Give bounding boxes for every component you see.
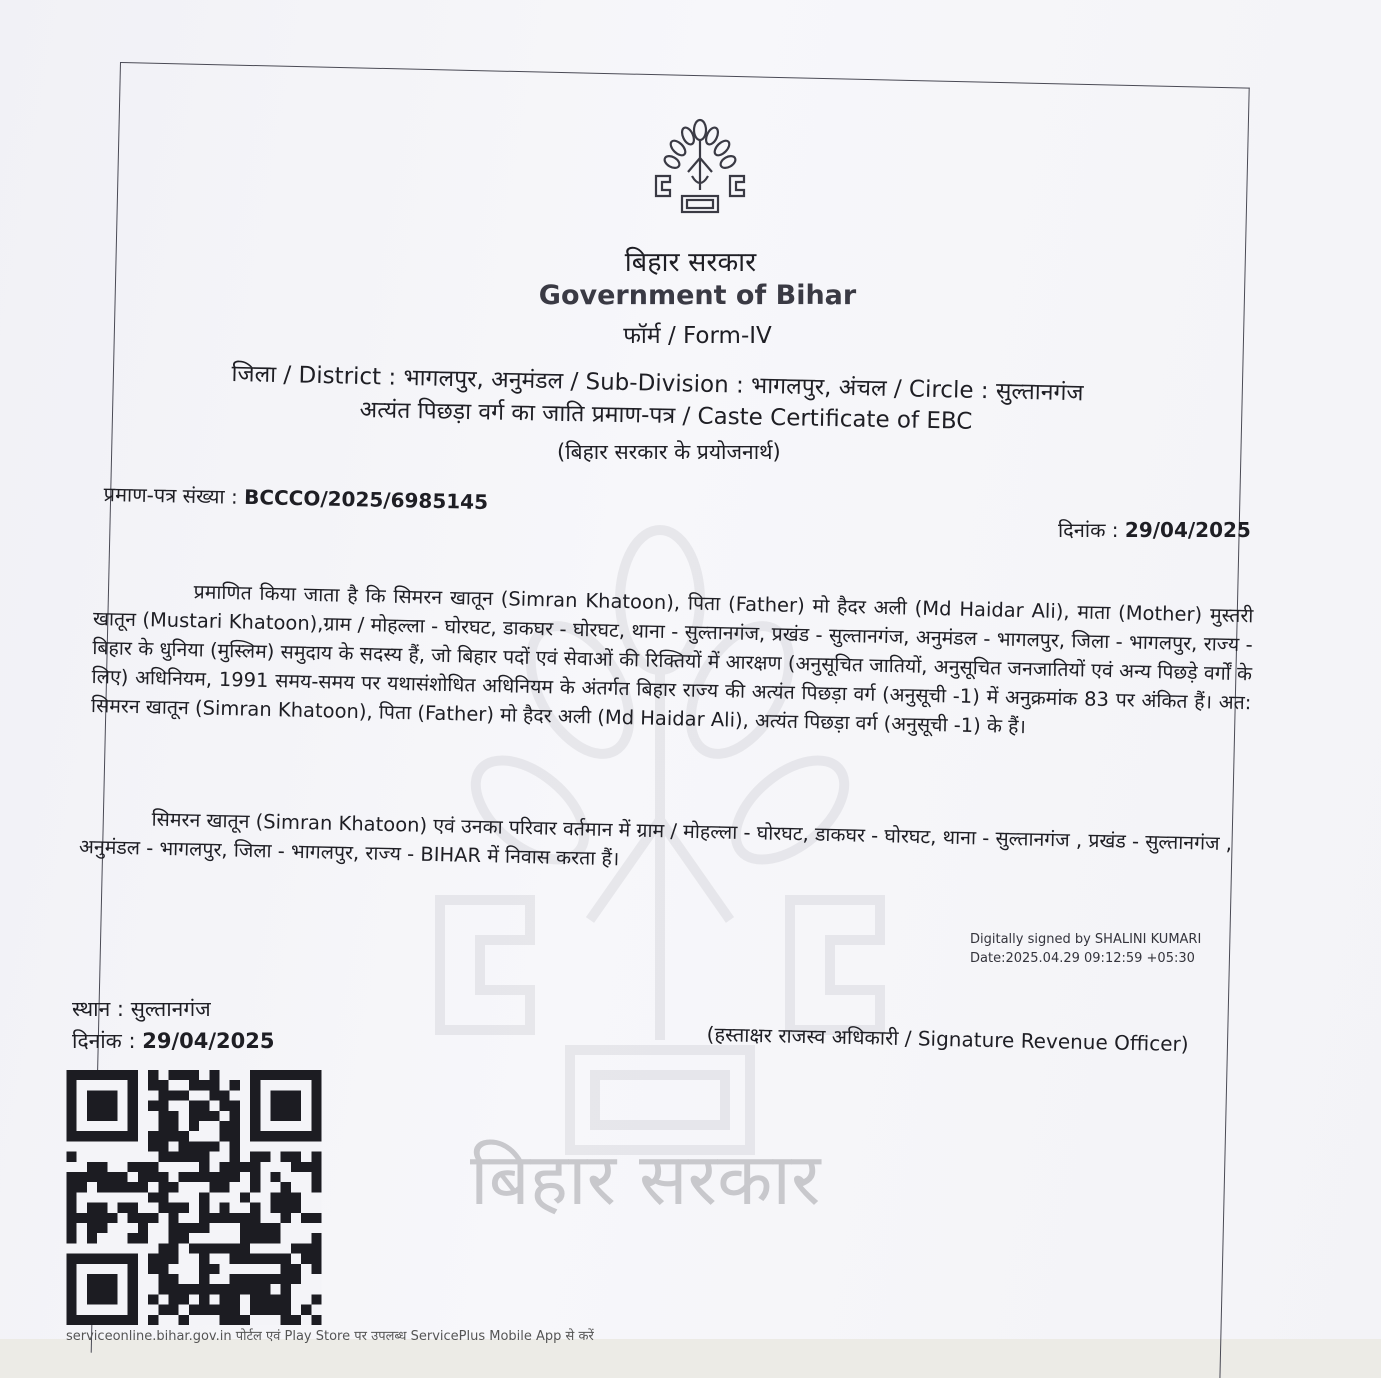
signature-date-label: दिनांक : <box>72 1029 143 1053</box>
certificate-number-label: प्रमाण-पत्र संख्या : <box>103 481 245 509</box>
footer-note: serviceonline.bihar.gov.in पोर्टल एवं Play Store पर उपलब्ध ServicePlus Mobile App से करें <box>66 1329 594 1344</box>
certificate-date-value: 29/04/2025 <box>1124 518 1251 542</box>
place-label: स्थान : <box>72 997 131 1021</box>
digital-signature-name: Digitally signed by SHALINI KUMARI <box>970 932 1202 947</box>
form-label: फॉर्म / Form-IV <box>623 323 772 349</box>
place <box>72 995 211 1023</box>
title-english: Government of Bihar <box>538 280 857 311</box>
purpose-line: (बिहार सरकार के प्रयोजनार्थ) <box>557 440 781 464</box>
watermark-text: बिहार सरकार <box>470 1137 821 1221</box>
body-paragraph-1: प्रमाणित किया जाता है कि सिमरन खातून (Simran Khatoon), पिता (Father) मो हैदर अली (Md Haidar Ali), माता (Mother) मुस्तरी खातून (Mustari Khatoon),ग्राम / मोहल्ला - घोरघट, डाकघर - घोरघट, थाना - सुल्तानगंज, प्रखंड - सुल्तानगंज, अनुमंडल - भागलपुर, जिला - भागलपुर, राज्य - बिहार के धुनिया (मुस्लिम) समुदाय के सदस्य हैं, जो बिहार पदों एवं सेवाओं की रिक्तियों में आरक्षण (अनुसूचित जातियों, अनुसूचित जनजातियों एवं अन्य पिछड़े वर्गों के लिए) अधिनियम, 1991 समय-समय पर यथासंशोधित अधिनियम के अंतर्गत बिहार राज्य की अत्यंत पिछड़ा वर्ग (अनुसूची -1) में अनुक्रमांक 83 पर अंकित हैं। अत: सिमरन खातून (Simran Khatoon), पिता (Father) मो हैदर अली (Md Haidar Ali), अत्यंत पिछड़ा वर्ग (अनुसूची -1) के हैं। <box>90 580 1254 739</box>
signature-date-value: 29/04/2025 <box>142 1029 275 1053</box>
district-line: जिला / District : भागलपुर, अनुमंडल / Sub-Division : भागलपुर, अंचल / Circle : सुल्तानगंज <box>231 360 1084 407</box>
certificate-date <box>1058 516 1251 543</box>
digital-signature <box>970 930 1201 968</box>
certificate-title: अत्यंत पिछड़ा वर्ग का जाति प्रमाण-पत्र / Caste Certificate of EBC <box>359 396 973 435</box>
bihar-emblem-icon <box>652 118 748 216</box>
officer-signature-label: (हस्ताक्षर राजस्व अधिकारी / Signature Revenue Officer) <box>706 1021 1189 1057</box>
qr-code-icon[interactable] <box>64 1070 324 1325</box>
signature-date <box>72 1027 274 1055</box>
digital-signature-date: Date:2025.04.29 09:12:59 +05:30 <box>970 951 1195 966</box>
certificate-number-value: BCCCO/2025/6985145 <box>243 484 489 515</box>
title-hindi: बिहार सरकार <box>624 247 757 278</box>
certificate-date-label: दिनांक : <box>1058 518 1125 542</box>
place-value: सुल्तानगंज <box>130 997 211 1021</box>
body-paragraph-2: सिमरन खातून (Simran Khatoon) एवं उनका परिवार वर्तमान में ग्राम / मोहल्ला - घोरघट, डाकघर - घोरघट, थाना - सुल्तानगंज , प्रखंड - सुल्तानगंज , अनुमंडल - भागलपुर, जिला - भागलपुर, राज्य - BIHAR में निवास करता हैं। <box>78 807 1233 871</box>
